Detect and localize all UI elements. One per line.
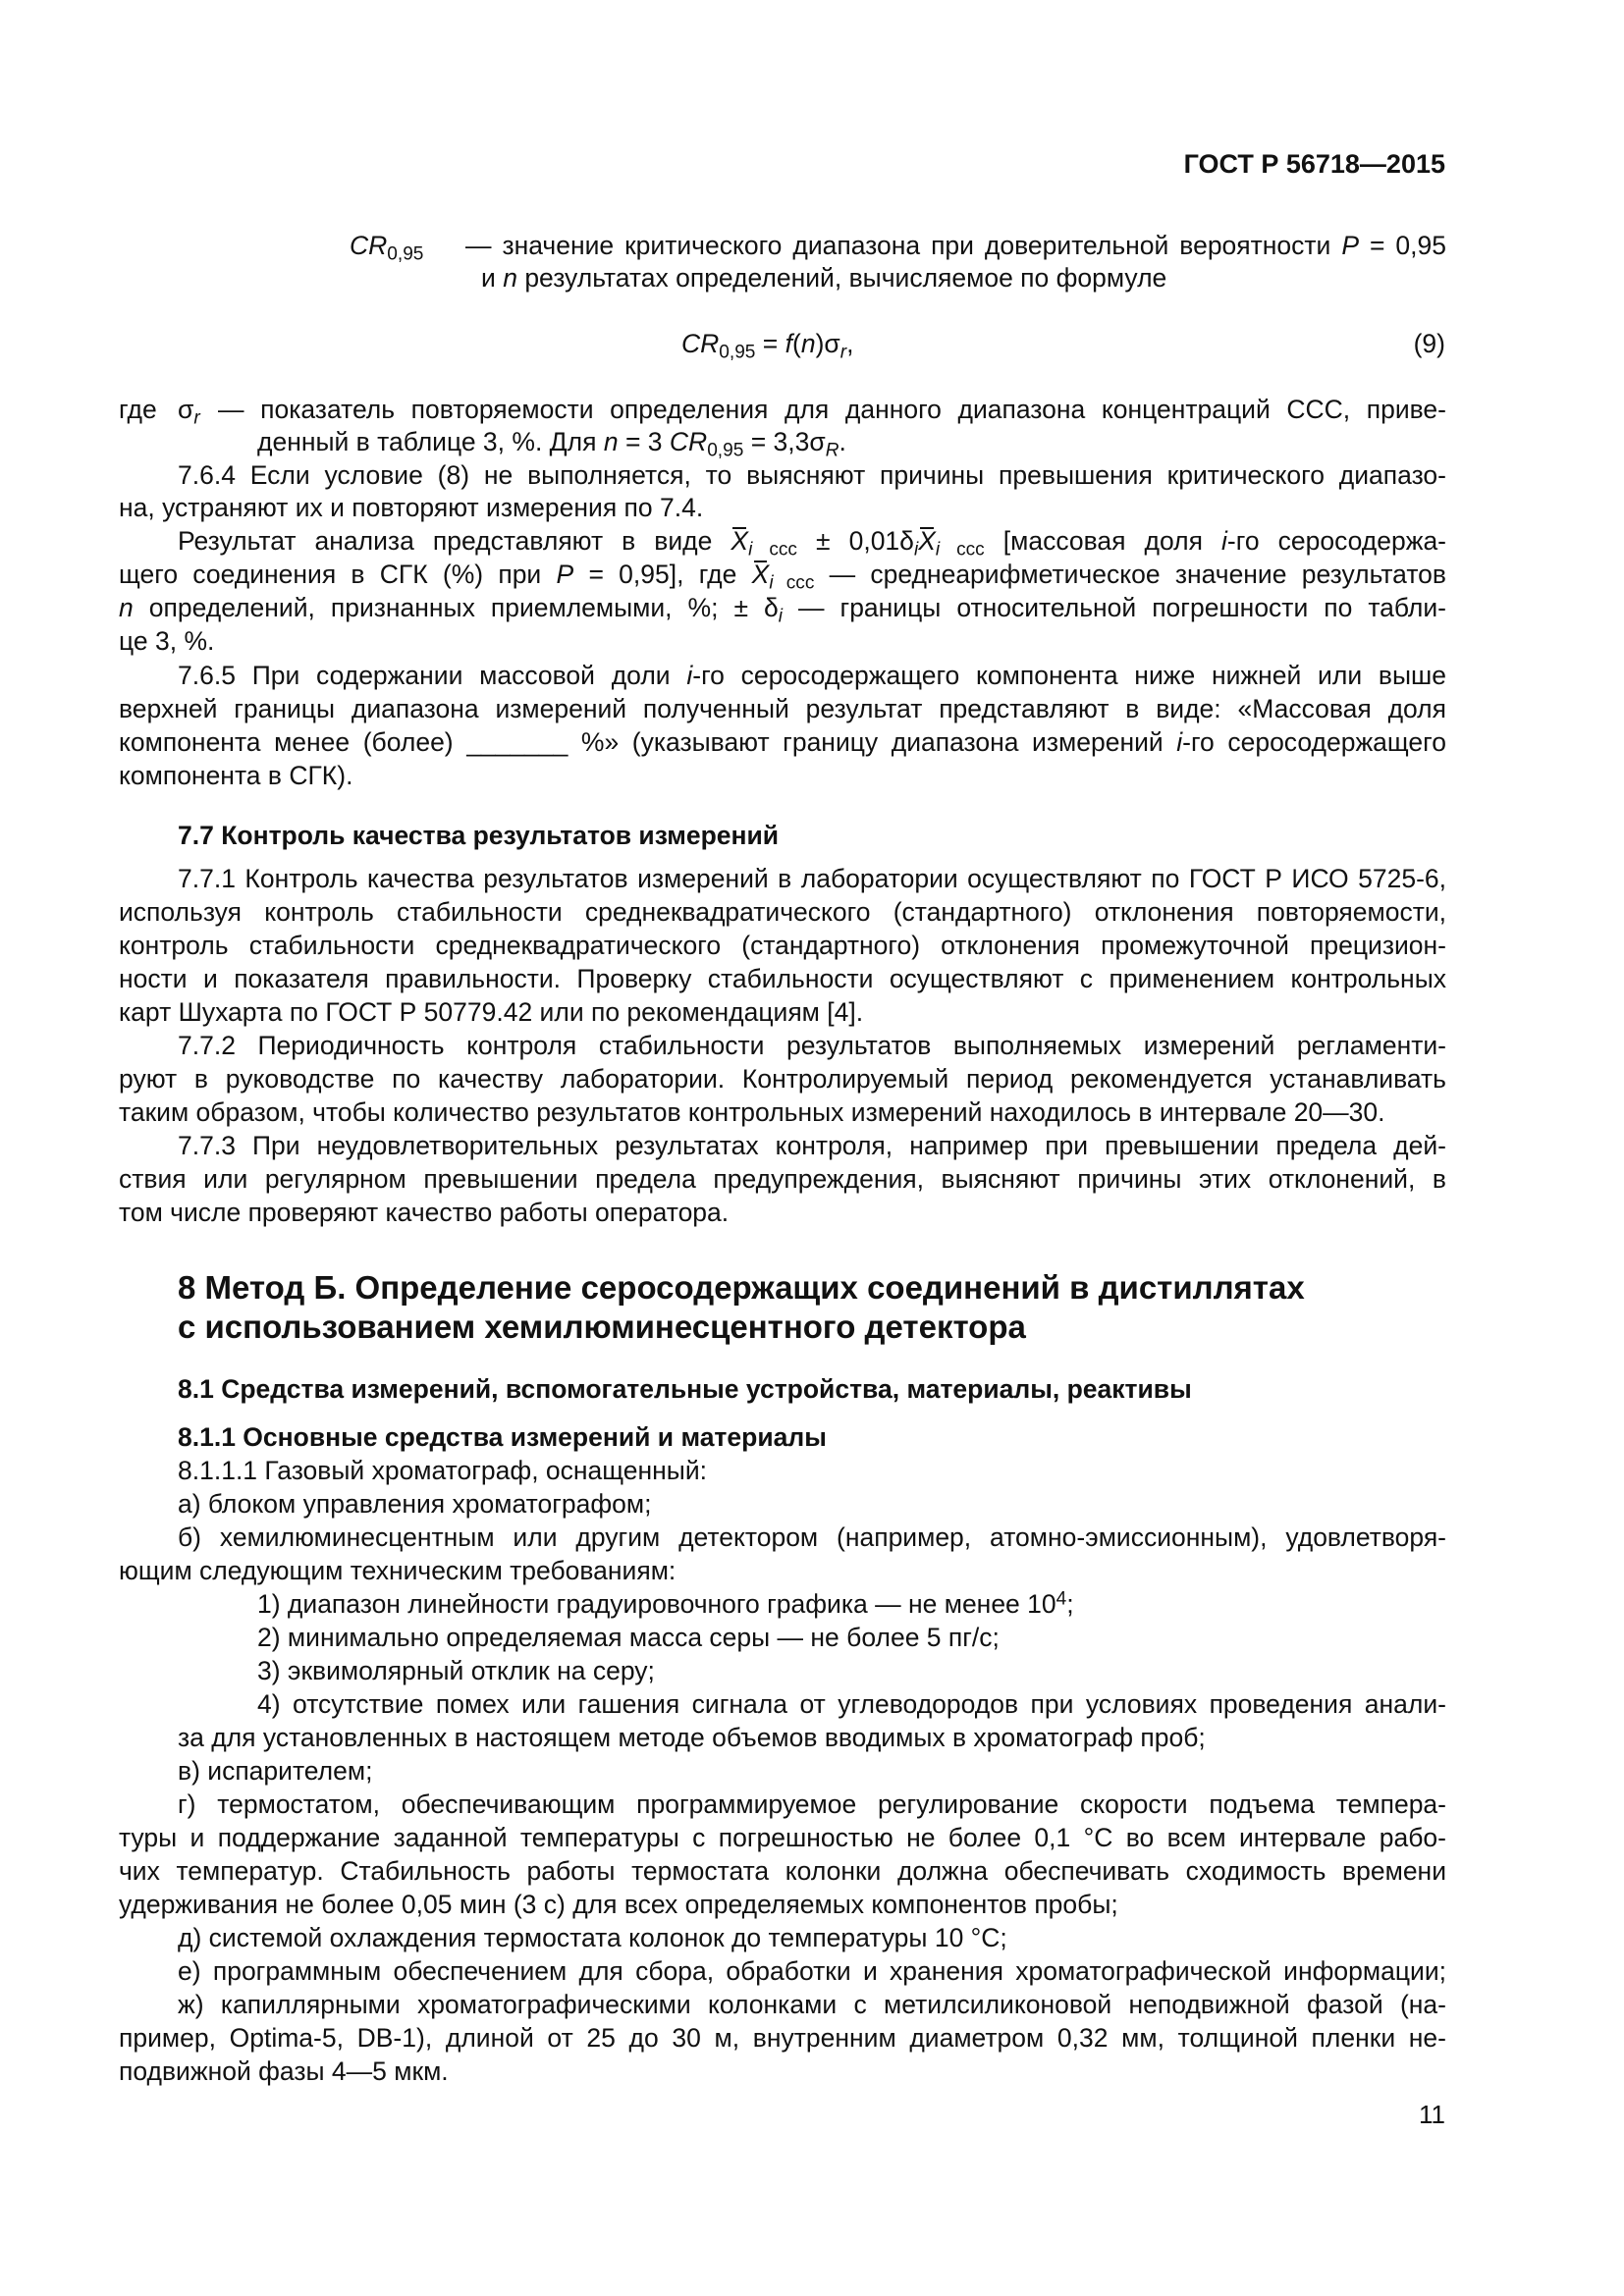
heading-7-7: 7.7 Контроль качества результатов измерений xyxy=(178,821,780,850)
result-para-line3: n определений, признанных приемлемыми, %; ± $\delta_i$ — границы относительной погрешности по табли- xyxy=(119,593,1446,627)
para-7-6-4-line1: 7.6.4 Если условие (8) не выполняется, то выясняют причины превышения критического диапазо- xyxy=(178,460,1446,490)
item-zh-line3: подвижной фазы 4—5 мкм. xyxy=(119,2056,449,2086)
result-para-line4: це 3, %. xyxy=(119,626,215,656)
item-8-1-1-1: 8.1.1.1 Газовый хроматограф, оснащенный: xyxy=(178,1456,708,1485)
para-7-6-5-line3: компонента менее (более) _______ %» (указывают границу диапазона измерений i-го серосодержащего xyxy=(119,727,1446,757)
requirement-3: 3) эквимолярный отклик на серу; xyxy=(257,1656,655,1685)
para-7-6-5-line4: компонента в СГК). xyxy=(119,761,353,790)
item-g-line1: г) термостатом, обеспечивающим программируемое регулирование скорости подъема темпера- xyxy=(178,1789,1446,1819)
page-number: 11 xyxy=(1419,2100,1445,2129)
heading-8-line1: 8 Метод Б. Определение серосодержащих соединений в дистиллятах xyxy=(178,1269,1305,1306)
cr-symbol: $CR_{0,95}$ xyxy=(350,231,424,265)
para-7-7-3-line2: ствия или регулярном превышении предела предупреждения, выясняют причины этих отклонений, в xyxy=(119,1164,1446,1194)
requirement-4-line2: за для установленных в настоящем методе объемов вводимых в хроматограф проб; xyxy=(178,1723,1206,1752)
para-7-7-3-line1: 7.7.3 При неудовлетворительных результатах контроля, например при превышении предела дей- xyxy=(178,1131,1446,1160)
para-7-7-2-line2: руют в руководстве по качеству лаборатории. Контролируемый период рекомендуется устанавливать xyxy=(119,1064,1446,1094)
item-v: в) испарителем; xyxy=(178,1756,373,1786)
item-zh-line2: пример, Optima-5, DB-1), длиной от 25 до 30 м, внутренним диаметром 0,32 мм, толщиной пленки не- xyxy=(119,2023,1446,2053)
sigma-definition-line1: — показатель повторяемости определения для данного диапазона концентраций ССС, приве- xyxy=(218,395,1446,424)
requirement-2: 2) минимально определяемая масса серы — не более 5 пг/с; xyxy=(257,1623,1000,1652)
where-label: где xyxy=(119,395,157,424)
heading-8-1: 8.1 Средства измерений, вспомогательные устройства, материалы, реактивы xyxy=(178,1374,1192,1404)
item-zh-line1: ж) капиллярными хроматографическими колонками с метилсиликоновой неподвижной фазой (на- xyxy=(178,1990,1446,2019)
para-7-7-1-line3: контроль стабильности среднеквадратического (стандартного) отклонения промежуточной прецизион- xyxy=(119,931,1446,960)
para-7-7-2-line1: 7.7.2 Периодичность контроля стабильности результатов выполняемых измерений регламенти- xyxy=(178,1031,1446,1060)
sigma-r-symbol: $\sigma_r$ xyxy=(178,395,200,429)
result-para-line1: Результат анализа представляют в виде $X_{i ссс} \pm 0,01\delta_iX_{i ссс}$ [массовая доля i-го серосодержа- xyxy=(178,526,1447,561)
para-7-7-1-line4: ности и показателя правильности. Проверку стабильности осуществляют с применением контрольных xyxy=(119,964,1446,993)
item-b-line2: ющим следующим техническим требованиям: xyxy=(119,1556,677,1585)
cr-definition-line2: и n результатах определений, вычисляемое по формуле xyxy=(481,263,1167,293)
requirement-1: 1) диапазон линейности градуировочного графика — не менее $10^4$; xyxy=(257,1588,1074,1619)
item-b-line1: б) хемилюминесцентным или другим детектором (например, атомно-эмиссионным), удовлетворя- xyxy=(178,1522,1446,1552)
heading-8-line2: с использованием хемилюминесцентного детектора xyxy=(178,1308,1026,1345)
item-a: а) блоком управления хроматографом; xyxy=(178,1489,652,1519)
document-header: ГОСТ Р 56718—2015 xyxy=(1183,149,1445,179)
formula-number: (9) xyxy=(1413,329,1445,358)
para-7-6-5-line1: 7.6.5 При содержании массовой доли i-го серосодержащего компонента ниже нижней или выше xyxy=(178,661,1446,690)
para-7-7-1-line1: 7.7.1 Контроль качества результатов измерений в лаборатории осуществляют по ГОСТ Р ИСО 5725-6, xyxy=(178,864,1446,893)
item-g-line2: туры и поддержание заданной температуры с погрешностью не более 0,1 °C во всем интервале рабо- xyxy=(119,1823,1446,1852)
requirement-4-line1: 4) отсутствие помех или гашения сигнала от углеводородов при условиях проведения анали- xyxy=(257,1689,1446,1719)
para-7-7-1-line2: используя контроль стабильности среднеквадратического (стандартного) отклонения повторяемости, xyxy=(119,897,1446,927)
item-g-line4: удерживания не более 0,05 мин (3 с) для всех определяемых компонентов пробы; xyxy=(119,1890,1118,1919)
para-7-7-1-line5: карт Шухарта по ГОСТ Р 50779.42 или по рекомендациям [4]. xyxy=(119,997,864,1027)
para-7-7-3-line3: том числе проверяют качество работы оператора. xyxy=(119,1198,730,1227)
item-d: д) системой охлаждения термостата колонок до температуры 10 °C; xyxy=(178,1923,1007,1952)
formula-9: $CR_{0,95} = f(n)\sigma_r$, xyxy=(681,329,854,363)
para-7-7-2-line3: таким образом, чтобы количество результатов контрольных измерений находилось в интервале 20—30. xyxy=(119,1097,1385,1127)
para-7-6-5-line2: верхней границы диапазона измерений полученный результат представляют в виде: «Массовая доля xyxy=(119,694,1446,723)
sigma-definition-line2: денный в таблице 3, %. Для n = 3 $CR_{0,95} = 3,3\sigma_R$. xyxy=(257,427,846,461)
cr-definition-line1: — значение критического диапазона при доверительной вероятности P = 0,95 xyxy=(465,231,1446,260)
item-g-line3: чих температур. Стабильность работы термостата колонки должна обеспечивать сходимость времени xyxy=(119,1856,1446,1886)
heading-8-1-1: 8.1.1 Основные средства измерений и материалы xyxy=(178,1422,827,1452)
para-7-6-4-line2: на, устраняют их и повторяют измерения по 7.4. xyxy=(119,493,704,522)
item-e: е) программным обеспечением для сбора, обработки и хранения хроматографической информации; xyxy=(178,1956,1446,1986)
result-para-line2: щего соединения в СГК (%) при P = 0,95], где $X_{i ссс}$ — среднеарифметическое значение результатов xyxy=(119,560,1446,594)
